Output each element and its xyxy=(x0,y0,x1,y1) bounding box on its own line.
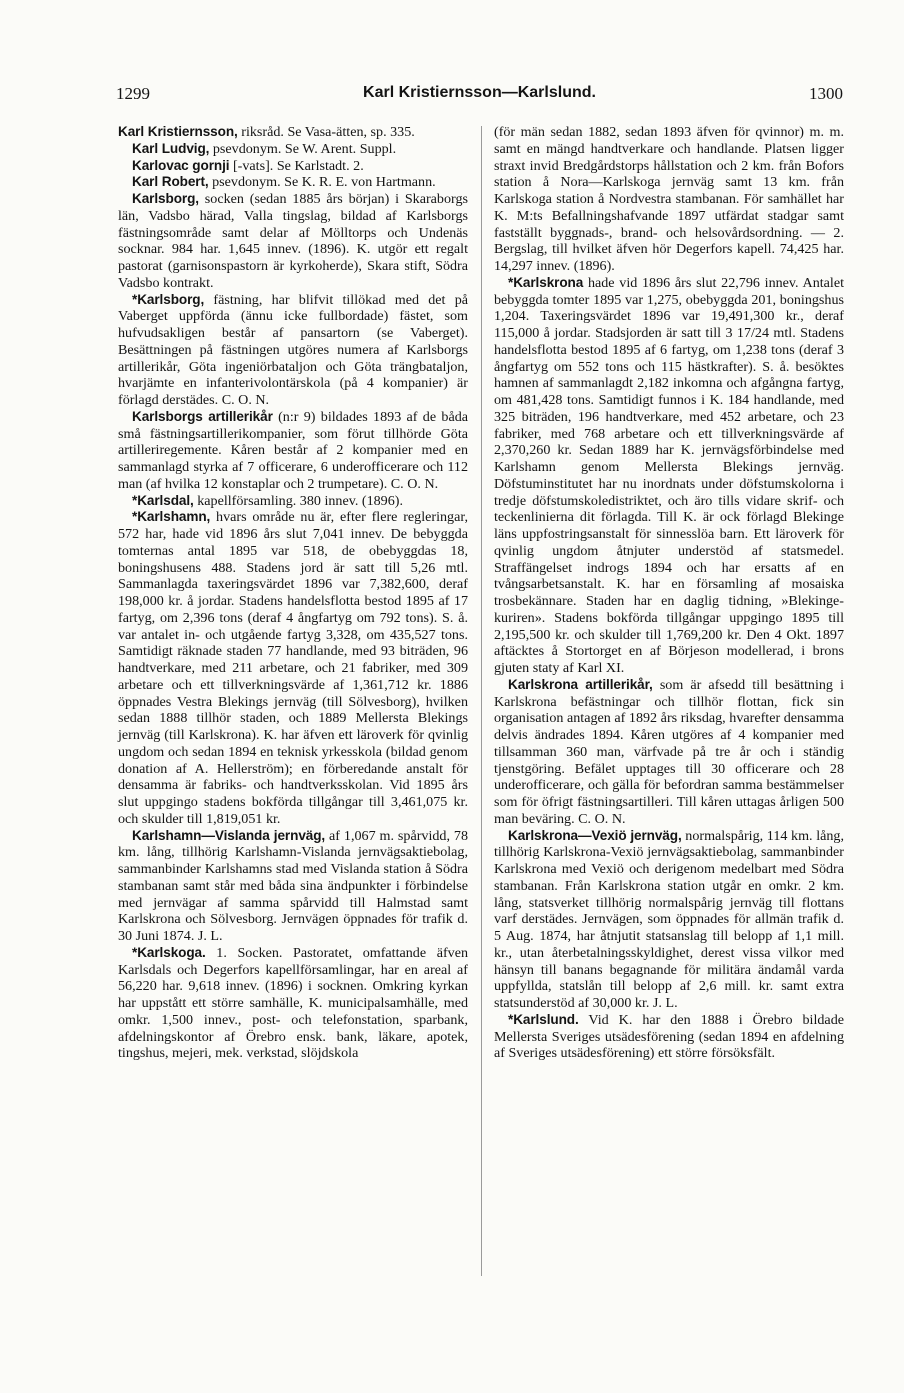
entry-text: hade vid 1896 års slut 22,796 innev. Antalet bebyggda tomter 1895 var 1,275, obebyggda 201, boningshus 1,204. Taxeringsvärdet 1896 var 19,491,300 kr., deraf 115,000 å jordar. Stadsjorden är satt till 3 17/24 mtl. Stadens handelsflotta bestod 1895 af 6 fartyg, om 1,238 tons (deraf 3 ångfartyg om 552 tons och 115 hästkrafter). S. å. besöktes hamnen af sammanlagdt 2,182 inkomna och afgångna fartyg, om 481,428 tons. Samtidigt funnos i K. 184 handlande, med 325 biträden, 196 handtverkare, med 452 arbetare, och 23 fabriker, med 768 arbetare och ett tillverkningsvärde af 2,370,260 kr. Sedan 1889 har K. jernvägsförbindelse med Karlshamn genom Mellersta Blekings jernväg. Döfstuminstitutet har nu inordnats under döfstumskolorna i tredje döfstumskoledistriktet, och äro tills vidare skrif- och teckenlinierna dit förlagda. Till K. är ock förlagd Blekinge läns uppfostringsanstalt för sinnesslöa barn. Ett läroverk för qvinlig ungdom åtnjuter understöd af statsmedel. Straffängelset indrogs 1894 och har ersatts af en tvångsarbetsanstalt. K. har en församling af mosaiska trosbekännare. Staden har en daglig tidning, »Blekinge-kuriren». Stadens bokförda tillgångar uppgingo 1895 till 2,195,500 kr. och skulder till 1,769,200 kr. Den 4 Okt. 1897 aftäcktes å Stortorget en af Börjeson modellerad, i brons gjuten staty af Karl XI. xyxy=(494,274,844,676)
entry xyxy=(118,828,468,945)
right-column xyxy=(494,124,844,1062)
entry-text: socken (sedan 1885 års början) i Skaraborgs län, Vadsbo härad, Valla tingslag, bildad af Karlsborgs fästningsområde samt delar af Mölltorps och Undenäs socknar. 984 har. 1,645 innev. (1896). K. utgör ett regalt pastorat (garnisonspastorn är kyrkoherde), Skara stift, Södra Vadsbo kontrakt. xyxy=(118,191,468,291)
entry-headword: *Karlskrona xyxy=(508,274,584,290)
entry xyxy=(118,493,468,510)
entry xyxy=(494,828,844,1012)
entry-text: kapellförsamling. 380 innev. (1896). xyxy=(193,492,403,509)
entry-text: psevdonym. Se W. Arent. Suppl. xyxy=(209,140,397,157)
entry-text: fästning, har blifvit tillökad med det på Vaberget uppförda (ännu icke fullbordade) fästet, som hufvudsakligen består af pansartorn (se Vaberget). Besättningen på fästningen utgöres numera af Karlsborgs artillerikår, Göta ingeniörbataljon och Göta trängbataljon, hvarjämte en infanterivolontärskola (på 4 kompanier) är förlagd derstädes. C. O. N. xyxy=(118,291,468,408)
entry xyxy=(118,191,468,292)
entry-text: psevdonym. Se K. R. E. von Hartmann. xyxy=(208,174,436,191)
entry-headword: Karlshamn—Vislanda jernväg, xyxy=(132,827,326,843)
entry-headword: Karlovac gornji xyxy=(132,157,230,173)
entry-text: som är afsedd till besättning i Karlskrona befästningar och tillhör flottan, fick sin organisation antagen af 1892 års riksdag, hvarefter densamma delvis ändrades 1894. Kåren utgöres af 4 kompanier med tillsamman 360 man, värfvade på tre år och i ständig tjenstgöring. Befälet upptages till 30 officerare och 28 underofficerare, och gälla för befordran samma bestämmelser som för öfrigt fästningsartilleri. Till kåren uttagas årligen 500 man beväring. C. O. N. xyxy=(494,676,844,827)
entry-text: (n:r 9) bildades 1893 af de båda små fästningsartillerikompanier, som förut tillhörde Göta artilleriregemente. Kåren består af 2 kompanier med en sammanlagd styrka af 7 officerare, 6 underofficerare och 112 man (af hvilka 12 konstaplar och 2 trumpetare). C. O. N. xyxy=(118,408,469,492)
running-header xyxy=(116,84,843,110)
entry xyxy=(494,275,844,677)
entry-headword: *Karlskoga. xyxy=(132,944,206,960)
page-number-right: 1300 xyxy=(809,84,843,103)
entry xyxy=(494,124,844,275)
entry-text: 1. Socken. Pastoratet, omfattande äfven Karlsdals och Degerfors kapellförsamlingar, har en areal af 56,220 har. 9,618 innev. (1896) i socknen. Omkring kyrkan har uppstått ett större samhälle, K. municipalsamhälle, med omkr. 1,500 innev., post- och telefonstation, sparbank, afdelningskontor af Örebro ensk. bank, läkare, apotek, tingshus, mejeri, mek. verkstad, slöjdskola xyxy=(118,944,468,1062)
entry xyxy=(118,509,468,827)
entry xyxy=(118,141,468,158)
entry-headword: Karl Kristiernsson, xyxy=(118,124,238,139)
entry xyxy=(494,677,844,828)
entry-text: normalspårig, 114 km. lång, tillhörig Karlskrona-Vexiö jernvägsaktiebolag, sammanbinder Karlskrona med Vexiö och derigenom medelbart med Södra stambanan. Från Karlskrona station utgår en omkr. 2 km. lång, statsverket tillhörig normalspårig jernväg till flottans varf derstädes. Jernvägen, som öppnades för allmän trafik d. 5 Aug. 1874, har åtnjutit statsanslag till belopp af 1,1 mill. kr., utan återbetalningsskyldighet, derest vissa vilkor med hänsyn till banans begagnande för militära ändamål varda uppfyllda, statslån till belopp af 2,6 mill. kr. samt extra statsunderstöd af 30,000 kr. J. L. xyxy=(494,827,845,1011)
entry xyxy=(118,409,468,493)
entry-headword: *Karlslund. xyxy=(508,1011,579,1027)
entry xyxy=(118,158,468,175)
entry xyxy=(118,945,468,1062)
entry-headword: Karlsborg, xyxy=(132,191,199,206)
entry-headword: *Karlsborg, xyxy=(132,291,205,307)
entry-headword: Karl Robert, xyxy=(132,174,209,190)
running-title: Karl Kristiernsson—Karlslund. xyxy=(363,84,596,101)
column-divider xyxy=(481,126,482,1276)
entry xyxy=(118,124,468,141)
entry-headword: Karlskrona—Vexiö jernväg, xyxy=(508,827,682,843)
entry xyxy=(118,292,468,409)
entry-headword: Karlsborgs artillerikår xyxy=(132,408,273,424)
entry-headword: Karl Ludvig, xyxy=(132,140,210,156)
entry-headword: *Karlshamn, xyxy=(132,509,211,525)
entry-text: (för män sedan 1882, sedan 1893 äfven för qvinnor) m. m. samt en mängd handtverkare och handlande. Platsen ligger straxt invid Bredgårdstorps hållstation och 2 km. från Bofors station å Nora—Karlskoga jernväg samt 13 km. från Karlskoga station å Nordvestra stambanan. För samhället har K. M:ts Befallningshafvande 1897 utfärdat stadgar samt fastställt byggnads-, brand- och helsovårdsordning. — 2. Bergslag, till hvilket äfven hör Degerfors kapell. 74,425 har. 14,297 innev. (1896). xyxy=(494,124,844,274)
entry xyxy=(494,1012,844,1062)
entry-headword: Karlskrona artillerikår, xyxy=(508,676,653,692)
entry-text: hvars område nu är, efter flere regleringar, 572 har, hade vid 1896 års slut 7,041 innev. De bebyggda tomternas antal 1895 var 518, de obebyggdas 18, boningshusens 488. Stadens jord är satt till 5,26 mtl. Sammanlagda taxeringsvärdet 1896 var 7,382,600, deraf 198,000 kr. å jordar. Stadens handelsflotta bestod 1895 af 17 fartyg, om 2,396 tons (deraf 4 ångfartyg om 792 tons). S. å. var antalet in- och utgående fartyg 3,328, om 435,527 tons. Samtidigt räknade staden 77 handlande, med 93 biträden, 96 handtverkare, med 211 arbetare, och 21 fabriker, med 309 arbetare och ett tillverkningsvärde af 1,361,712 kr. 1886 öppnades Vestra Blekings jernväg (till Sölvesborg), hvilken sedan 1888 tillhör staden, och 1889 Mellersta Blekings jernväg (till Karlskrona). K. har äfven ett läroverk för qvinlig ungdom och sedan 1894 en teknisk yrkesskola (bildad genom donation af A. Hellerström); en förberedande anstalt för densamma är fabriks- och handtverksskolan. Vid 1895 års slut uppgingo stadens bokförda tillgångar till 3,461,075 kr. och skulder till 1,819,051 kr. xyxy=(118,509,468,827)
entry-text: [-vats]. Se Karlstadt. 2. xyxy=(229,157,364,174)
page-number-left: 1299 xyxy=(116,84,150,103)
entry-headword: *Karlsdal, xyxy=(132,492,194,508)
entry xyxy=(118,174,468,191)
entry-text: Vid K. har den 1888 i Örebro bildade Mellersta Sveriges utsädesförening (sedan 1894 en afdelning af Sveriges utsädesförening) ett större försöksfält. xyxy=(494,1011,844,1062)
entry-text: riksråd. Se Vasa-ätten, sp. 335. xyxy=(237,124,415,140)
entry-text: af 1,067 m. spårvidd, 78 km. lång, tillhörig Karlshamn-Vislanda jernvägsaktiebolag, sammanbinder Karlshamns stad med Vislanda station å Södra stambanan samt står med båda sina ändpunkter i förbindelse med jernvägar af samma spårvidd till Halmstad samt Karlskrona och Sölvesborg. Jernvägen öppnades för trafik d. 30 Juni 1874. J. L. xyxy=(118,827,468,944)
left-column xyxy=(118,124,468,1062)
